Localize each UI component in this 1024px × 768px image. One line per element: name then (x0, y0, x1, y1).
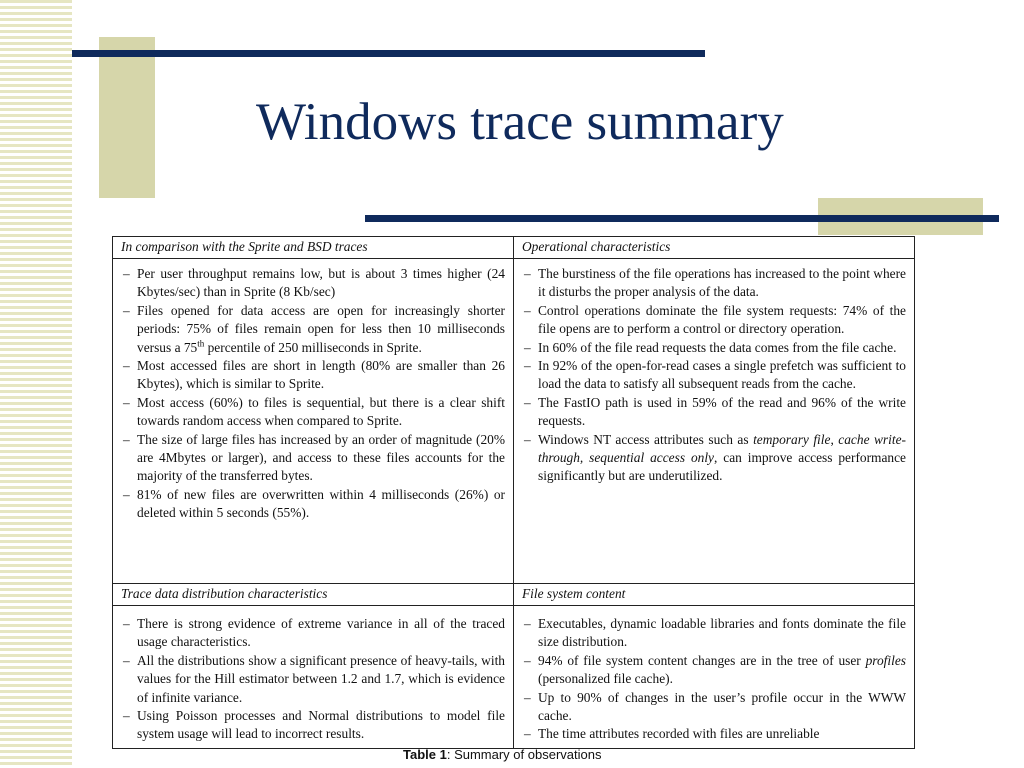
header-distribution: Trace data distribution characteristics (113, 584, 514, 606)
table-row (113, 606, 915, 749)
list-item: – Windows NT access attributes such as temporary file, cache write- through, sequential access only, can improve access performance significantly but are underutilized. (522, 431, 906, 486)
list-item: – In 92% of the open-for-read cases a single prefetch was sufficient to load the data to satisfy all subsequent reads from the cache. (522, 357, 906, 394)
decorative-rule-top (72, 50, 705, 57)
observations-table (112, 236, 915, 749)
list-item: – Per user throughput remains low, but is about 3 times higher (24 Kbytes/sec) than in Sprite (8 Kb/sec) (121, 265, 505, 302)
list-fs-content (522, 615, 906, 744)
list-item: – 81% of new files are overwritten within 4 milliseconds (26%) or deleted within 5 seconds (55%). (121, 486, 505, 523)
cell-operational (514, 259, 915, 584)
list-operational (522, 265, 906, 486)
decorative-block-left (99, 37, 155, 198)
cell-distribution (113, 606, 514, 749)
list-item: – The FastIO path is used in 59% of the read and 96% of the write requests. (522, 394, 906, 431)
list-distribution (121, 615, 505, 744)
caption-label: Table 1 (403, 747, 447, 762)
header-operational: Operational characteristics (514, 237, 915, 259)
caption-text: : Summary of observations (446, 747, 602, 762)
list-item: – The size of large files has increased by an order of magnitude (20% are 4Mbytes or larger), and access to these files accounts for the majority of the transferred bytes. (121, 431, 505, 486)
list-item: – Using Poisson processes and Normal distributions to model file system usage will lead to incorrect results. (121, 707, 505, 744)
list-item: – Control operations dominate the file system requests: 74% of the file opens are to perform a control or directory operation. (522, 302, 906, 339)
table-caption (403, 747, 601, 762)
header-fs-content: File system content (514, 584, 915, 606)
header-sprite-bsd: In comparison with the Sprite and BSD traces (113, 237, 514, 259)
list-item: – All the distributions show a significant presence of heavy-tails, with values for the Hill estimator between 1.2 and 1.7, which is evidence of infinite variance. (121, 652, 505, 707)
slide-title: Windows trace summary (256, 93, 784, 151)
cell-sprite-bsd (113, 259, 514, 584)
list-item: – Most accessed files are short in length (80% are smaller than 26 Kbytes), which is similar to Sprite. (121, 357, 505, 394)
list-item: – The time attributes recorded with files are unreliable (522, 725, 906, 743)
list-item: – In 60% of the file read requests the data comes from the file cache. (522, 339, 906, 357)
list-item: – Executables, dynamic loadable libraries and fonts dominate the file size distribution. (522, 615, 906, 652)
list-item: – Files opened for data access are open for increasingly shorter periods: 75% of files remain open for less then 10 milliseconds versus a 75th percentile of 250 milliseconds in Sprite. (121, 302, 505, 357)
cell-fs-content (514, 606, 915, 749)
table-header-row (113, 237, 915, 259)
table-header-row (113, 584, 915, 606)
list-item: – The burstiness of the file operations has increased to the point where it disturbs the proper analysis of the data. (522, 265, 906, 302)
list-item: – Up to 90% of changes in the user’s profile occur in the WWW cache. (522, 689, 906, 726)
list-item: – 94% of file system content changes are in the tree of user profiles (personalized file cache). (522, 652, 906, 689)
table-row (113, 259, 915, 584)
list-sprite-bsd (121, 265, 505, 523)
decorative-stripes (0, 0, 72, 768)
list-item: – Most access (60%) to files is sequential, but there is a clear shift towards random access when compared to Sprite. (121, 394, 505, 431)
decorative-rule-bottom (365, 215, 999, 222)
list-item: – There is strong evidence of extreme variance in all of the traced usage characteristics. (121, 615, 505, 652)
